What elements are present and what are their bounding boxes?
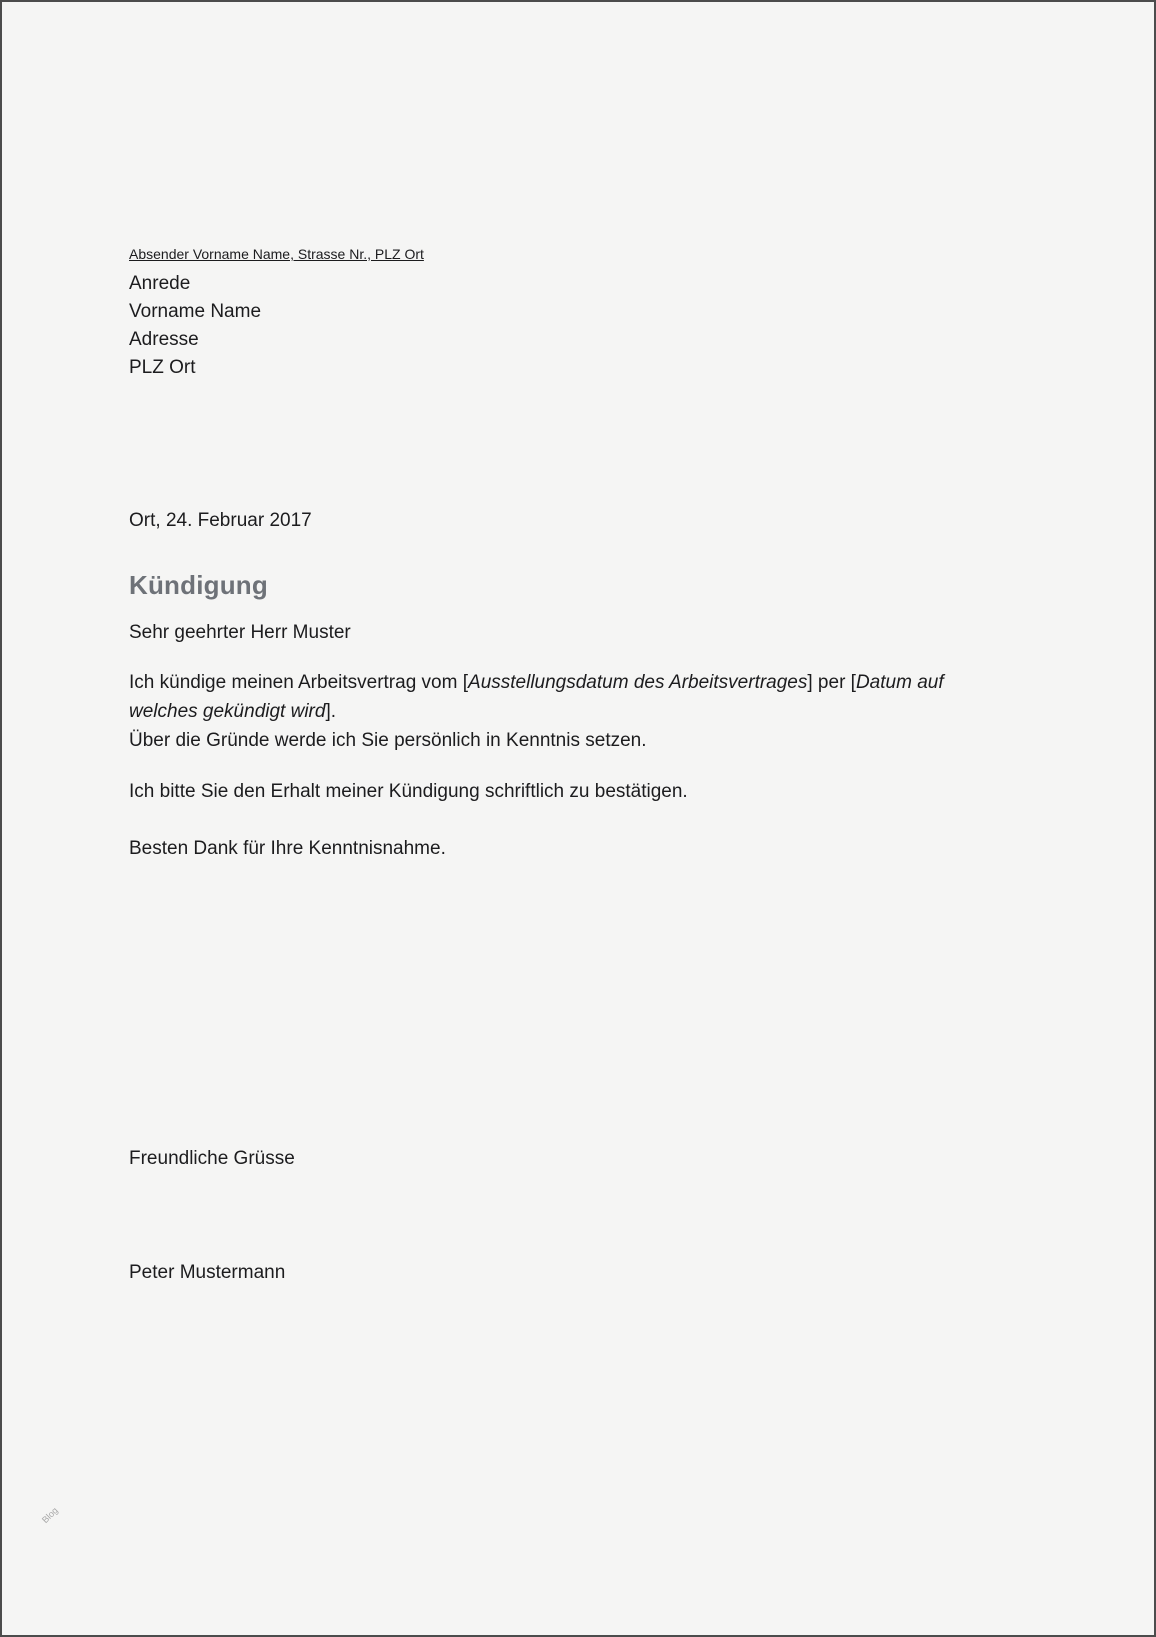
body-paragraph-3: Besten Dank für Ihre Kenntnisnahme. [129, 838, 446, 859]
body-paragraph-1 [129, 668, 1009, 755]
recipient-name-line: Vorname Name [129, 301, 262, 322]
salutation-line: Sehr geehrter Herr Muster [129, 622, 351, 643]
signature-name: Peter Mustermann [129, 1262, 286, 1283]
recipient-salutation-line: Anrede [129, 273, 191, 294]
corner-watermark: Blog [40, 1505, 60, 1526]
body-p1-text-1: Ich kündige meinen Arbeitsvertrag vom [ [129, 672, 469, 693]
body-p1-text-2: ] per [ [807, 672, 856, 693]
recipient-block [129, 270, 261, 382]
recipient-street-line: Adresse [129, 329, 199, 350]
sender-address-line: Absender Vorname Name, Strasse Nr., PLZ Ort [129, 246, 424, 262]
body-paragraph-2: Ich bitte Sie den Erhalt meiner Kündigung schriftlich zu bestätigen. [129, 781, 688, 802]
recipient-city-line: PLZ Ort [129, 357, 196, 378]
place-date-line: Ort, 24. Februar 2017 [129, 510, 312, 531]
body-p1-placeholder-1: Ausstellungsdatum des Arbeitsvertrages [468, 672, 808, 693]
body-p1-placeholder-2: Datum auf welches gekündigt wird [129, 672, 944, 722]
body-p1-line-2: Über die Gründe werde ich Sie persönlich in Kenntnis setzen. [129, 730, 647, 751]
closing-line: Freundliche Grüsse [129, 1148, 295, 1169]
body-p1-text-3: ]. [325, 701, 337, 722]
subject-heading: Kündigung [129, 570, 268, 600]
